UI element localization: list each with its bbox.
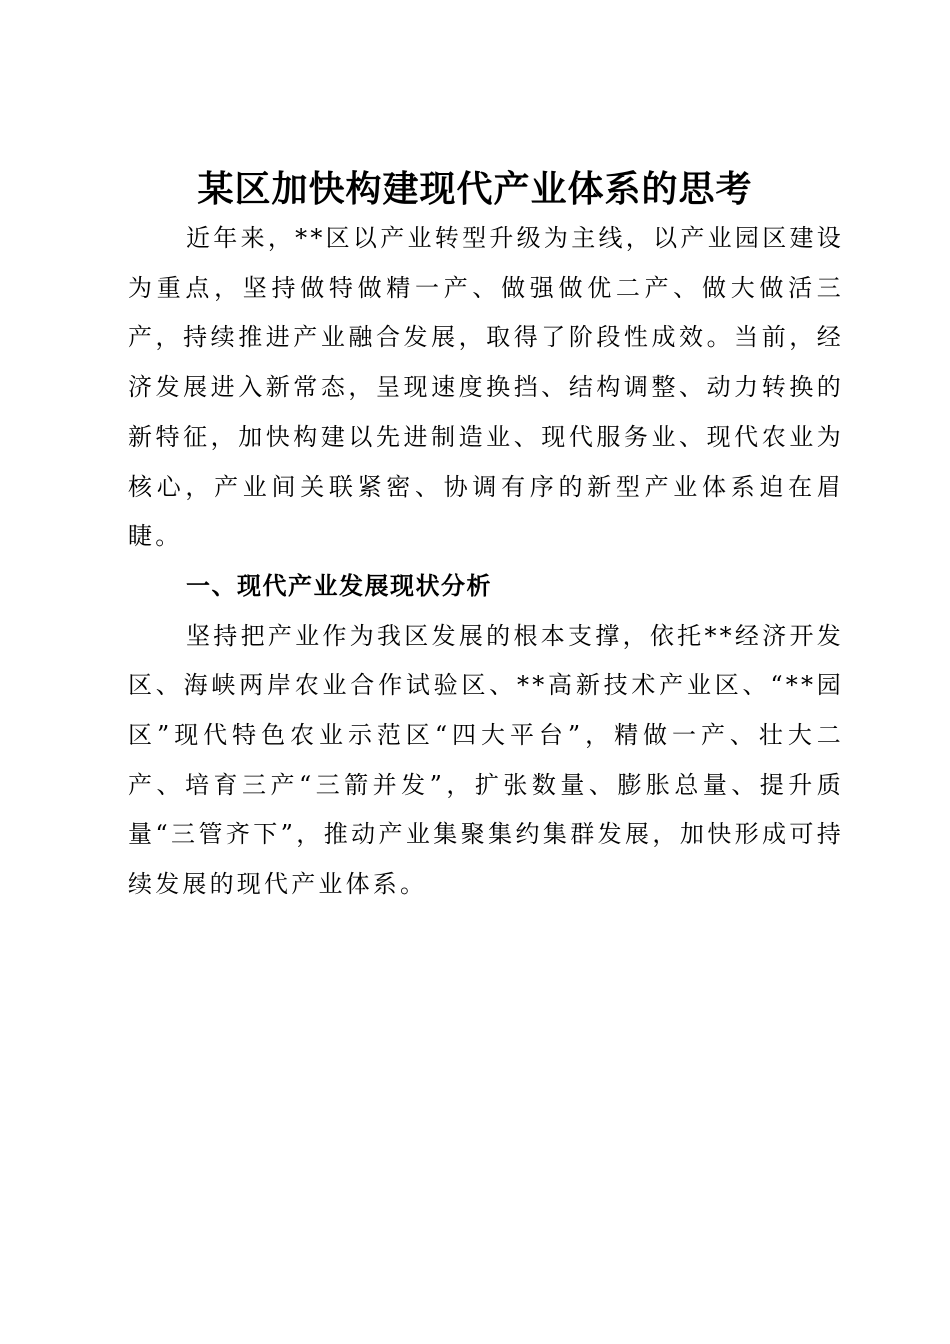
section-heading: 一、现代产业发展现状分析 <box>186 571 492 600</box>
document-body <box>128 214 844 910</box>
section-paragraph: 坚持把产业作为我区发展的根本支撑，依托**经济开发区、海峡两岸农业合作试验区、**高新技术产业区、“**园区”现代特色农业示范区“四大平台”，精做一产、壮大二产、培育三产“三箭并发”，扩张数量、膨胀总量、提升质量“三管齐下”，推动产业集聚集约集群发展，加快形成可持续发展的现代产业体系。 <box>128 621 844 899</box>
intro-paragraph: 近年来，**区以产业转型升级为主线，以产业园区建设为重点，坚持做特做精一产、做强做优二产、做大做活三产，持续推进产业融合发展，取得了阶段性成效。当前，经济发展进入新常态，呈现速度换挡、结构调整、动力转换的新特征，加快构建以先进制造业、现代服务业、现代农业为核心，产业间关联紧密、协调有序的新型产业体系迫在眉睫。 <box>128 224 844 551</box>
document-title: 某区加快构建现代产业体系的思考 <box>197 168 753 210</box>
